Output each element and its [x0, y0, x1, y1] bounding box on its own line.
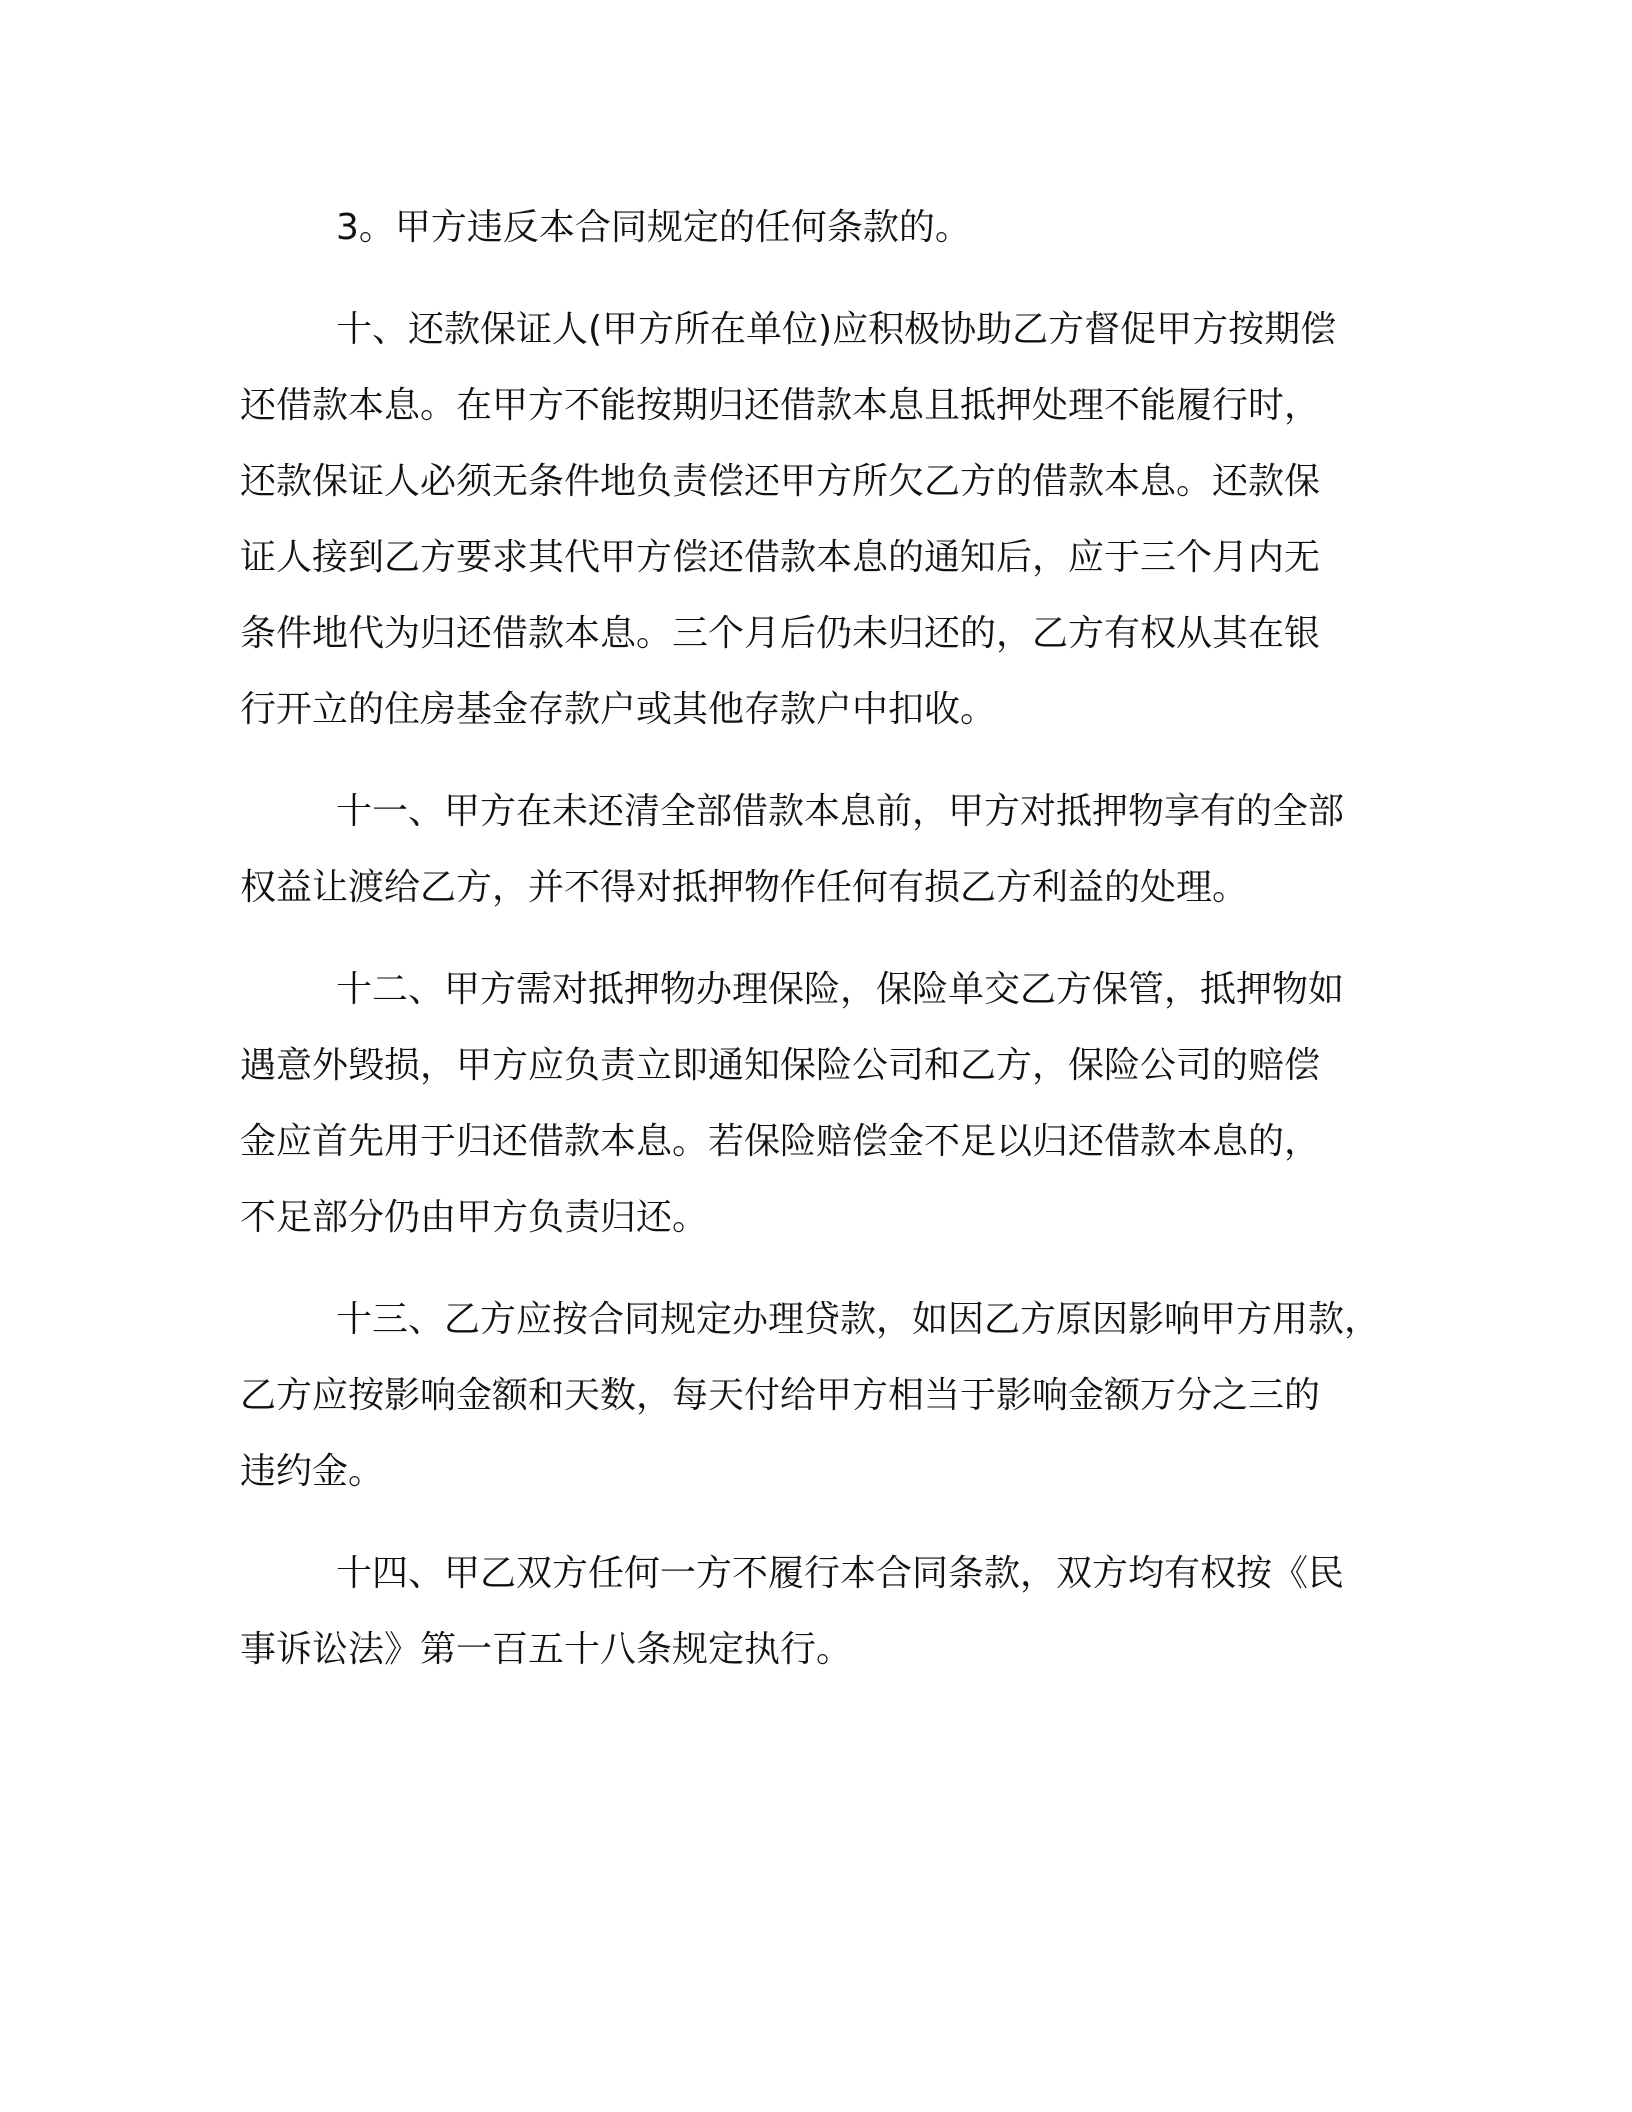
clause-12 — [240, 952, 1390, 1256]
paragraph-line: 十一、甲方在未还清全部借款本息前，甲方对抵押物享有的全部 — [336, 791, 1345, 832]
paragraph-line: 还款保证人必须无条件地负责偿还甲方所欠乙方的借款本息。还款保 — [240, 461, 1321, 502]
clause-14 — [240, 1536, 1390, 1688]
paragraph-line: 事诉讼法》第一百五十八条规定执行。 — [240, 1629, 853, 1670]
paragraph-line: 行开立的住房基金存款户或其他存款户中扣收。 — [240, 689, 997, 730]
paragraph-line: 十二、甲方需对抵押物办理保险，保险单交乙方保管，抵押物如 — [336, 969, 1345, 1010]
document-body — [240, 190, 1390, 1714]
paragraph-line: 证人接到乙方要求其代甲方偿还借款本息的通知后，应于三个月内无 — [240, 537, 1321, 578]
paragraph-line: 十三、乙方应按合同规定办理贷款，如因乙方原因影响甲方用款， — [336, 1299, 1381, 1340]
paragraph-line: 权益让渡给乙方，并不得对抵押物作任何有损乙方利益的处理。 — [240, 867, 1249, 908]
paragraph-line: 条件地代为归还借款本息。三个月后仍未归还的，乙方有权从其在银 — [240, 613, 1321, 654]
paragraph-line: 3。甲方违反本合同规定的任何条款的。 — [336, 207, 971, 248]
clause-10 — [240, 292, 1390, 748]
paragraph-line: 违约金。 — [240, 1451, 385, 1492]
paragraph-line: 还借款本息。在甲方不能按期归还借款本息且抵押处理不能履行时， — [240, 385, 1321, 426]
clause-3 — [240, 190, 1390, 266]
paragraph-line: 金应首先用于归还借款本息。若保险赔偿金不足以归还借款本息的， — [240, 1121, 1321, 1162]
paragraph-line: 十、还款保证人(甲方所在单位)应积极协助乙方督促甲方按期偿 — [336, 309, 1337, 350]
paragraph-line: 乙方应按影响金额和天数，每天付给甲方相当于影响金额万分之三的 — [240, 1375, 1321, 1416]
paragraph-line: 十四、甲乙双方任何一方不履行本合同条款，双方均有权按《民 — [336, 1553, 1345, 1594]
clause-11 — [240, 774, 1390, 926]
paragraph-line: 遇意外毁损，甲方应负责立即通知保险公司和乙方，保险公司的赔偿 — [240, 1045, 1321, 1086]
clause-13 — [240, 1282, 1390, 1510]
paragraph-line: 不足部分仍由甲方负责归还。 — [240, 1197, 709, 1238]
